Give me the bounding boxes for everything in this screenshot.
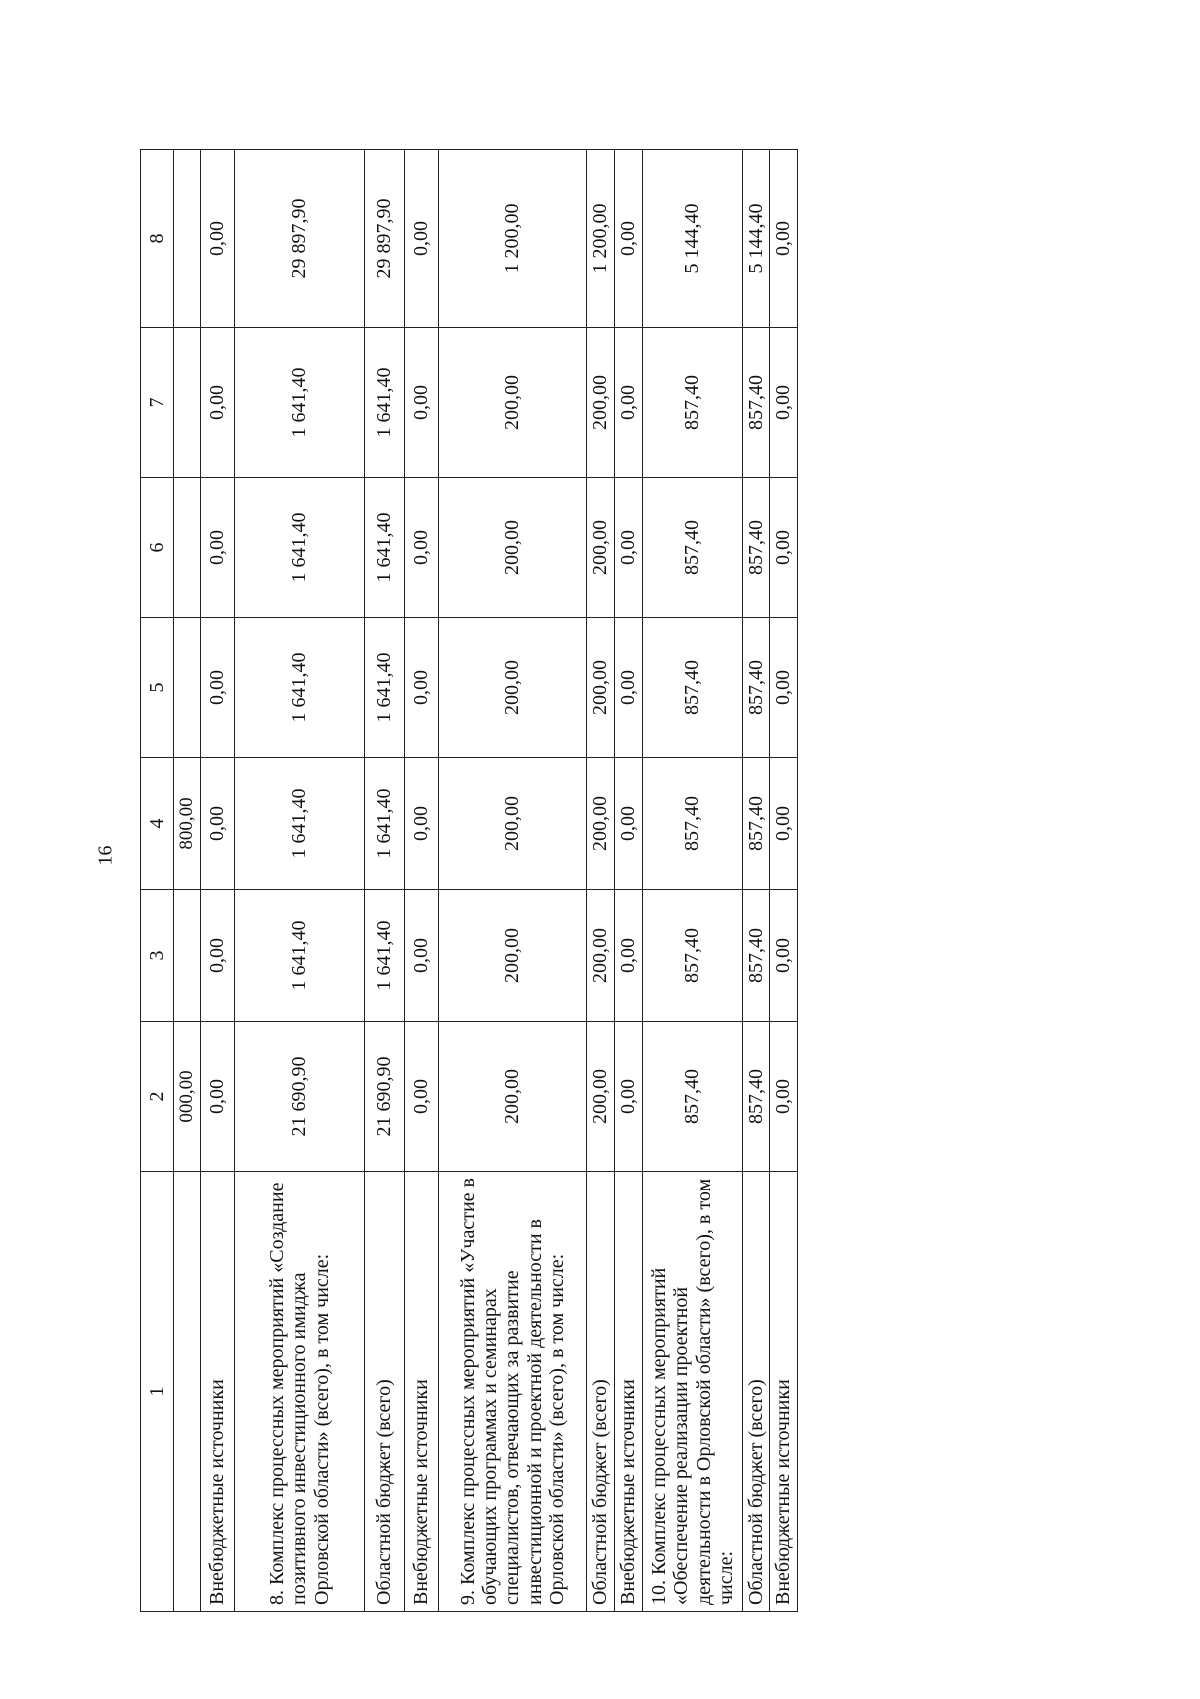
value-cell: 0,00 [405, 328, 439, 478]
table-row [235, 150, 365, 1612]
value-cell: 29 897,90 [235, 150, 365, 328]
value-cell: 0,00 [405, 758, 439, 890]
value-cell: 200,00 [587, 478, 615, 618]
value-cell: 200,00 [439, 758, 587, 890]
value-cell: 200,00 [587, 1022, 615, 1172]
value-cell: 1 641,40 [235, 758, 365, 890]
value-cell: 0,00 [770, 150, 797, 328]
value-cell: 857,40 [643, 478, 743, 618]
table-row [201, 150, 235, 1612]
header-cell: 5 [141, 618, 174, 758]
carry-cell [174, 150, 201, 328]
value-cell: 0,00 [405, 618, 439, 758]
rotated-table-wrapper [140, 150, 842, 1612]
carry-cell [174, 328, 201, 478]
table-body [141, 150, 798, 1612]
value-cell: 0,00 [615, 890, 643, 1022]
value-cell: 0,00 [405, 478, 439, 618]
table-row [615, 150, 643, 1612]
row-label: Внебюджетные источники [615, 1172, 643, 1612]
value-cell: 1 641,40 [365, 890, 405, 1022]
carry-cell [174, 618, 201, 758]
value-cell: 200,00 [439, 618, 587, 758]
value-cell: 29 897,90 [365, 150, 405, 328]
value-cell: 0,00 [615, 758, 643, 890]
header-cell: 1 [141, 1172, 174, 1612]
value-cell: 0,00 [770, 618, 797, 758]
value-cell: 0,00 [615, 478, 643, 618]
header-cell: 8 [141, 150, 174, 328]
value-cell: 1 641,40 [365, 758, 405, 890]
value-cell: 0,00 [201, 890, 235, 1022]
value-cell: 857,40 [743, 618, 770, 758]
value-cell: 200,00 [587, 328, 615, 478]
value-cell: 0,00 [201, 758, 235, 890]
header-row [141, 150, 174, 1612]
carry-over-row [174, 150, 201, 1612]
row-label: Внебюджетные источники [201, 1172, 235, 1612]
header-cell: 6 [141, 478, 174, 618]
value-cell: 0,00 [405, 1022, 439, 1172]
table-row [405, 150, 439, 1612]
value-cell: 1 641,40 [235, 890, 365, 1022]
value-cell: 857,40 [743, 890, 770, 1022]
value-cell: 200,00 [587, 758, 615, 890]
row-label: Внебюджетные источники [405, 1172, 439, 1612]
row-label: Внебюджетные источники [770, 1172, 797, 1612]
value-cell: 0,00 [615, 150, 643, 328]
carry-cell: 000,00 [174, 1022, 201, 1172]
header-cell: 7 [141, 328, 174, 478]
value-cell: 1 641,40 [365, 618, 405, 758]
value-cell: 1 641,40 [235, 328, 365, 478]
page-number: 16 [94, 845, 117, 866]
value-cell: 1 641,40 [235, 618, 365, 758]
value-cell: 1 641,40 [235, 478, 365, 618]
value-cell: 200,00 [439, 478, 587, 618]
row-label: Областной бюджет (всего) [743, 1172, 770, 1612]
value-cell: 857,40 [643, 328, 743, 478]
value-cell: 21 690,90 [235, 1022, 365, 1172]
value-cell: 0,00 [615, 1022, 643, 1172]
value-cell: 200,00 [439, 328, 587, 478]
value-cell: 1 641,40 [365, 328, 405, 478]
value-cell: 1 200,00 [439, 150, 587, 328]
value-cell: 1 641,40 [365, 478, 405, 618]
value-cell: 0,00 [770, 328, 797, 478]
value-cell: 200,00 [439, 890, 587, 1022]
carry-cell [174, 890, 201, 1022]
value-cell: 857,40 [743, 478, 770, 618]
value-cell: 0,00 [770, 478, 797, 618]
value-cell: 0,00 [405, 150, 439, 328]
value-cell: 857,40 [743, 1022, 770, 1172]
carry-cell [174, 478, 201, 618]
value-cell: 0,00 [770, 1022, 797, 1172]
value-cell: 857,40 [643, 1022, 743, 1172]
value-cell: 0,00 [770, 758, 797, 890]
rotated-table-container [140, 150, 842, 1612]
header-cell: 4 [141, 758, 174, 890]
row-label: Областной бюджет (всего) [587, 1172, 615, 1612]
value-cell: 0,00 [615, 328, 643, 478]
value-cell: 0,00 [615, 618, 643, 758]
carry-cell: 800,00 [174, 758, 201, 890]
value-cell: 200,00 [587, 618, 615, 758]
value-cell: 21 690,90 [365, 1022, 405, 1172]
budget-table [140, 149, 798, 1612]
value-cell: 0,00 [201, 328, 235, 478]
value-cell: 0,00 [405, 890, 439, 1022]
value-cell: 1 200,00 [587, 150, 615, 328]
value-cell: 857,40 [643, 890, 743, 1022]
value-cell: 0,00 [201, 150, 235, 328]
carry-cell [174, 1172, 201, 1612]
value-cell: 857,40 [743, 328, 770, 478]
header-cell: 3 [141, 890, 174, 1022]
value-cell: 857,40 [643, 758, 743, 890]
table-row [643, 150, 743, 1612]
value-cell: 200,00 [439, 1022, 587, 1172]
value-cell: 0,00 [201, 1022, 235, 1172]
row-label: 10. Комплекс процессных мероприятий «Обеспечение реализации проектной деятельности в Орловской области» (всего), в том числе: [643, 1172, 743, 1612]
row-label: Областной бюджет (всего) [365, 1172, 405, 1612]
table-row [743, 150, 770, 1612]
header-cell: 2 [141, 1022, 174, 1172]
row-label: 8. Комплекс процессных мероприятий «Создание позитивного инвестиционного имиджа Орловской области» (всего), в том числе: [235, 1172, 365, 1612]
value-cell: 0,00 [770, 890, 797, 1022]
value-cell: 5 144,40 [743, 150, 770, 328]
value-cell: 200,00 [587, 890, 615, 1022]
row-label: 9. Комплекс процессных мероприятий «Участие в обучающих программах и семинарах специалистов, отвечающих за развитие инвестиционной и проектной деятельности в Орловской области» (всего), в том числе: [439, 1172, 587, 1612]
table-row [770, 150, 797, 1612]
table-row [587, 150, 615, 1612]
value-cell: 0,00 [201, 618, 235, 758]
value-cell: 0,00 [201, 478, 235, 618]
table-row [439, 150, 587, 1612]
value-cell: 5 144,40 [643, 150, 743, 328]
value-cell: 857,40 [743, 758, 770, 890]
table-row [365, 150, 405, 1612]
value-cell: 857,40 [643, 618, 743, 758]
